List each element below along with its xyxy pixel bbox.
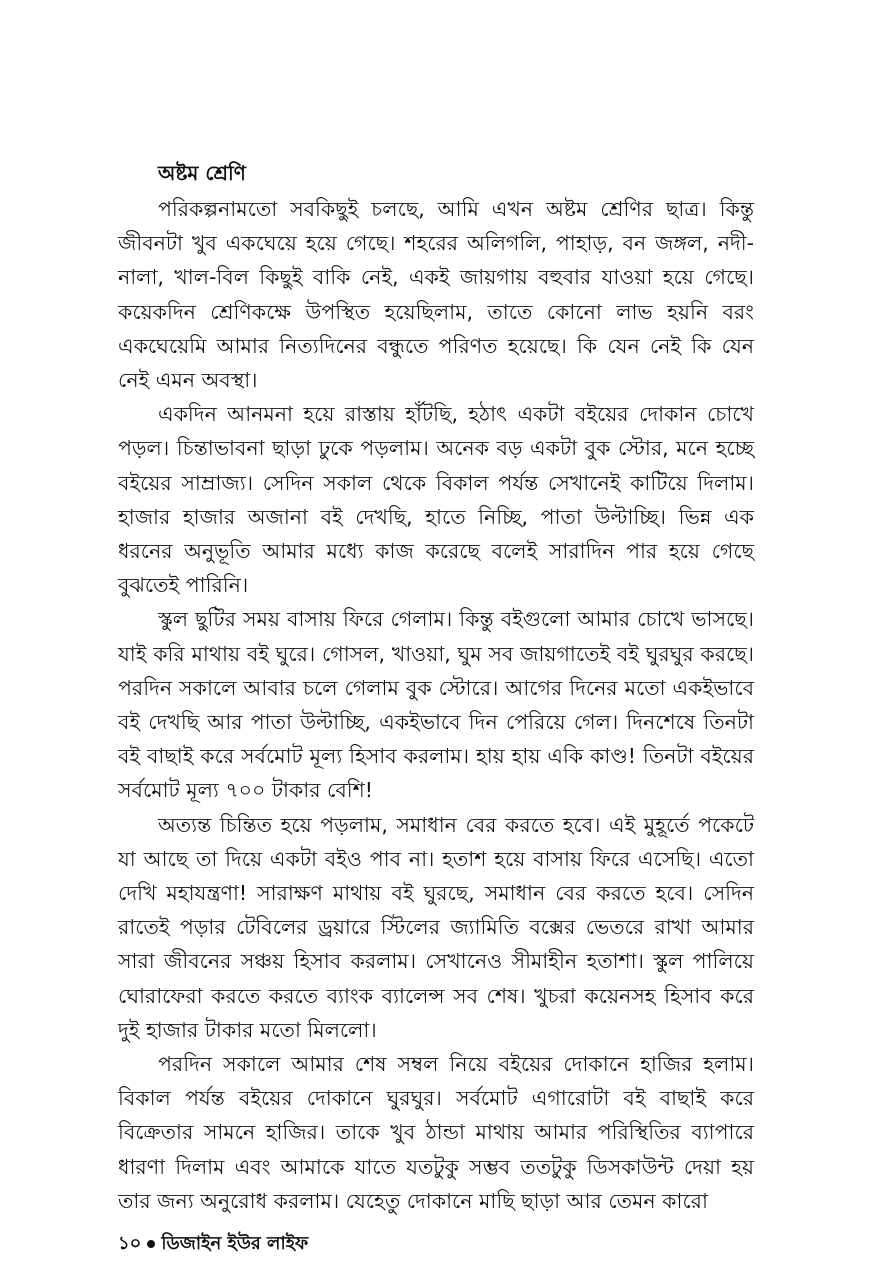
paragraph-1: পরিকল্পনামতো সবকিছুই চলছে, আমি এখন অষ্টম শ্রেণির ছাত্র। কিন্তু জীবনটা খুব একঘেয়ে হয়ে গেছে। শহরের অলিগলি, পাহাড়, বন জঙ্গল, নদী-নালা, খাল-বিল কিছুই বাকি নেই, একই জায়গায় বহুবার যাওয়া হয়ে গেছে। কয়েকদিন শ্রেণিকক্ষে উপস্থিত হয়েছিলাম, তাতে কোনো লাভ হয়নি বরং একঘেয়েমি আমার নিত্যদিনের বন্ধুতে পরিণত হয়েছে। কি যেন নেই কি যেন নেই এমন অবস্থা। [118, 197, 754, 393]
book-title: ডিজাইন ইউর লাইফ [161, 1233, 309, 1254]
bullet-icon [147, 1240, 155, 1248]
paragraph-3: স্কুল ছুটির সময় বাসায় ফিরে গেলাম। কিন্তু বইগুলো আমার চোখে ভাসছে। যাই করি মাথায় বই ঘুরে। গোসল, খাওয়া, ঘুম সব জায়গাতেই বই ঘুরঘুর করছে। পরদিন সকালে আবার চলে গেলাম বুক স্টোরে। আগের দিনের মতো একইভাবে বই দেখছি আর পাতা উল্টাচ্ছি, একইভাবে দিন পেরিয়ে গেল। দিনশেষে তিনটা বই বাছাই করে সর্বমোট মূল্য হিসাব করলাম। হায় হায় একি কাণ্ড! তিনটা বইয়ের সর্বমোট মূল্য ৭০০ টাকার বেশি! [118, 607, 754, 803]
page-footer [118, 1232, 308, 1256]
paragraph-5: পরদিন সকালে আমার শেষ সম্বল নিয়ে বইয়ের দোকানে হাজির হলাম। বিকাল পর্যন্ত বইয়ের দোকানে ঘুরঘুর। সর্বমোট এগারোটা বই বাছাই করে বিক্রেতার সামনে হাজির। তাকে খুব ঠান্ডা মাথায় আমার পরিস্থিতির ব্যাপারে ধারণা দিলাম এবং আমাকে যাতে যতটুকু সম্ভব ততটুকু ডিসকাউন্ট দেয়া হয় তার জন্য অনুরোধ করলাম। যেহেতু দোকানে মাছি ছাড়া আর তেমন কারো [118, 1052, 754, 1213]
paragraph-2: একদিন আনমনা হয়ে রাস্তায় হাঁটছি, হঠাৎ একটা বইয়ের দোকান চোখে পড়ল। চিন্তাভাবনা ছাড়া ঢুকে পড়লাম। অনেক বড় একটা বুক স্টোর, মনে হচ্ছে বইয়ের সাম্রাজ্য। সেদিন সকাল থেকে বিকাল পর্যন্ত সেখানেই কাটিয়ে দিলাম। হাজার হাজার অজানা বই দেখছি, হাতে নিচ্ছি, পাতা উল্টাচ্ছি। ভিন্ন এক ধরনের অনুভূতি আমার মধ্যে কাজ করেছে বলেই সারাদিন পার হয়ে গেছে বুঝতেই পারিনি। [118, 402, 754, 598]
page-number: ১০ [118, 1233, 142, 1254]
paragraph-4: অত্যন্ত চিন্তিত হয়ে পড়লাম, সমাধান বের করতে হবে। এই মুহূর্তে পকেটে যা আছে তা দিয়ে একটা বইও পাব না। হতাশ হয়ে বাসায় ফিরে এসেছি। এতো দেখি মহাযন্ত্রণা! সারাক্ষণ মাথায় বই ঘুরছে, সমাধান বের করতে হবে। সেদিন রাতেই পড়ার টেবিলের ড্রয়ারে স্টিলের জ্যামিতি বক্সের ভেতরে রাখা আমার সারা জীবনের সঞ্চয় হিসাব করলাম। সেখানেও সীমাহীন হতাশা। স্কুল পালিয়ে ঘোরাফেরা করতে করতে ব্যাংক ব্যালেন্স সব শেষ। খুচরা কয়েনসহ হিসাব করে দুই হাজার টাকার মতো মিললো। [118, 812, 754, 1042]
section-heading: অষ্টম শ্রেণি [158, 161, 246, 185]
page-body [118, 158, 754, 1218]
